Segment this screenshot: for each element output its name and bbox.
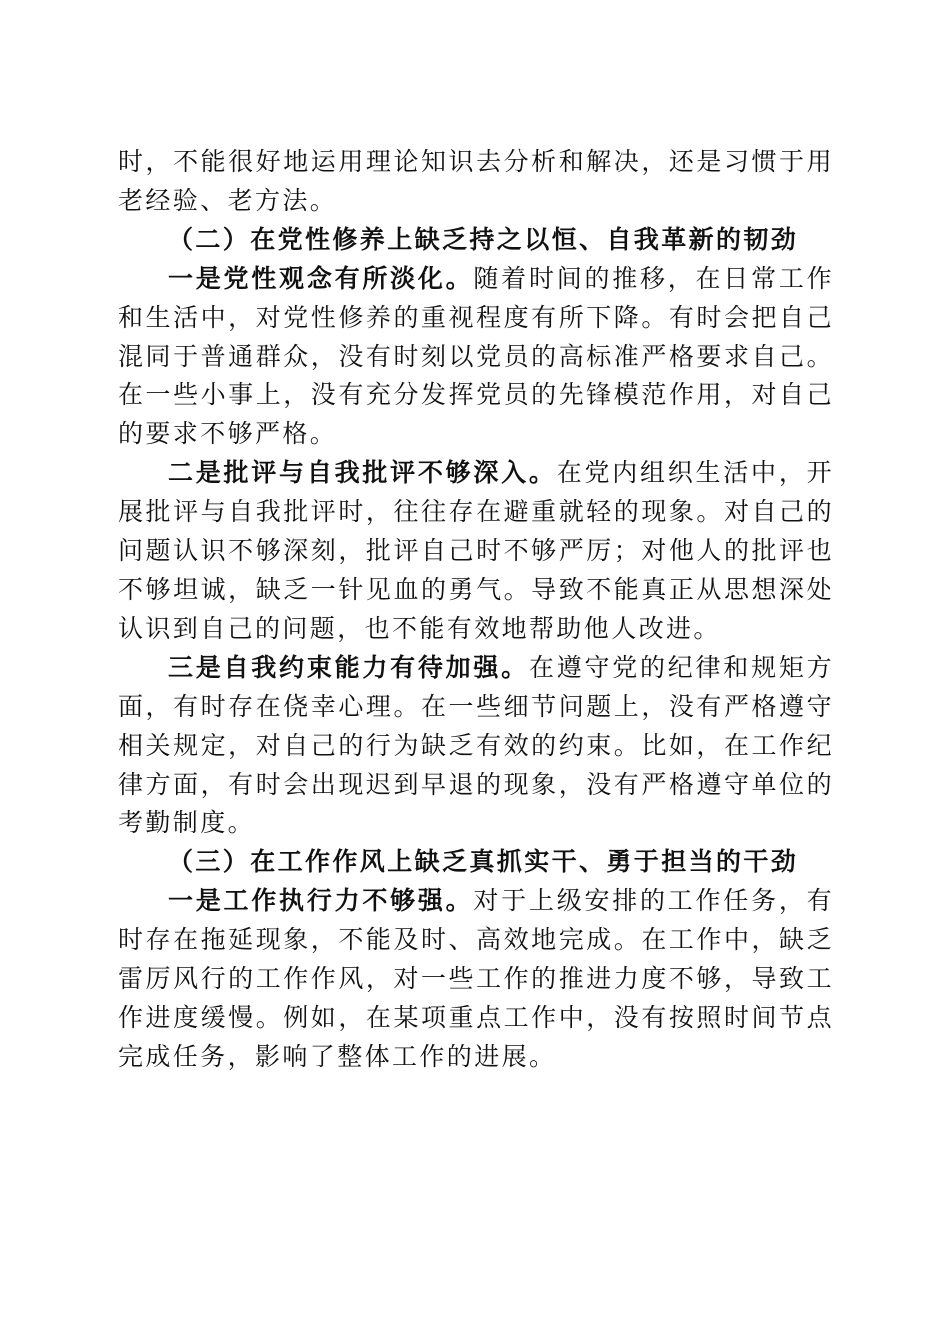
paragraph-body: 随着时间的推移，在日常工作和生活中，对党性修养的重视程度有所下降。有时会把自己混同于普通群众，没有时刻以党员的高标准严格要求自己。在一些小事上，没有充分发挥党员的先锋模范作用，对自己的要求不够严格。: [118, 263, 835, 449]
document-page: [118, 143, 834, 1077]
paragraph-execution: [118, 882, 834, 1077]
paragraph-body: 在遵守党的纪律和规矩方面，有时存在侥幸心理。在一些细节问题上，没有严格遵守相关规定，对自己的行为缺乏有效的约束。比如，在工作纪律方面，有时会出现迟到早退的现象，没有严格遵守单位的考勤制度。: [118, 652, 835, 838]
paragraph-lead: 一是党性观念有所淡化。: [168, 263, 474, 293]
section-heading-2: （二）在党性修养上缺乏持之以恒、自我革新的韧劲: [168, 224, 799, 254]
paragraph-lead: 一是工作执行力不够强。: [168, 886, 474, 916]
paragraph-party-awareness: [118, 260, 834, 455]
paragraph-lead: 二是批评与自我批评不够深入。: [168, 458, 557, 488]
paragraph-lead: 三是自我约束能力有待加强。: [168, 652, 529, 682]
paragraph-criticism: [118, 454, 834, 649]
section-heading-3: （三）在工作作风上缺乏真抓实干、勇于担当的干劲: [168, 847, 799, 877]
paragraph-continuation: 时，不能很好地运用理论知识去分析和解决，还是习惯于用老经验、老方法。: [118, 147, 834, 215]
paragraph-body: 在党内组织生活中，开展批评与自我批评时，往往存在避重就轻的现象。对自己的问题认识不够深刻，批评自己时不够严厉；对他人的批评也不够坦诚，缺乏一针见血的勇气。导致不能真正从思想深处认识到自己的问题，也不能有效地帮助他人改进。: [118, 458, 834, 643]
paragraph-body: 对于上级安排的工作任务，有时存在拖延现象，不能及时、高效地完成。在工作中，缺乏雷厉风行的工作作风，对一些工作的推进力度不够，导致工作进度缓慢。例如，在某项重点工作中，没有按照时间节点完成任务，影响了整体工作的进展。: [118, 886, 835, 1071]
paragraph-self-discipline: [118, 649, 834, 844]
